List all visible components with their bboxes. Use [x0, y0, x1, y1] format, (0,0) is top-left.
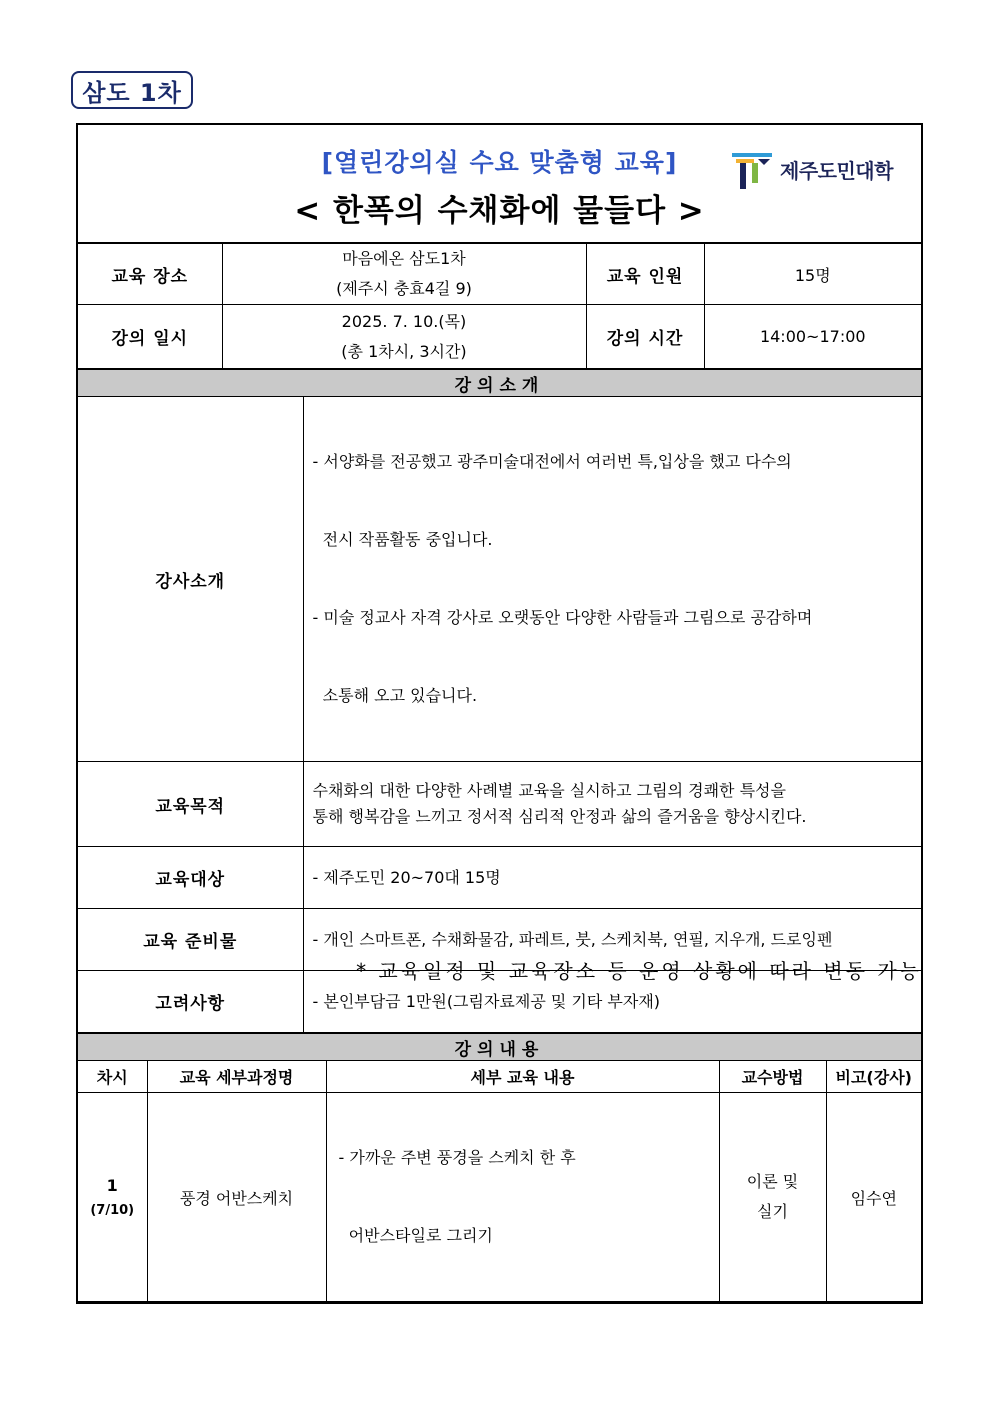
instructor-description — [303, 397, 921, 762]
target-value: - 제주도민 20~70대 15명 — [303, 847, 921, 909]
course-detail-line: - 가까운 주변 풍경을 스케치 한 후 — [338, 1148, 576, 1167]
consider-value: - 본인부담금 1만원(그림자료제공 및 기타 부자재) — [303, 971, 921, 1033]
instructor-name: 임수연 — [826, 1093, 921, 1302]
instructor-line: - 서양화를 전공했고 광주미술대전에서 여러번 특,입상을 했고 다수의 — [312, 452, 792, 471]
column-header: 교수방법 — [719, 1061, 826, 1093]
purpose-line: 수채화의 대한 다양한 사례별 교육을 실시하고 그림의 경쾌한 특성을 — [312, 781, 786, 800]
table-row — [78, 1093, 921, 1302]
purpose-description — [303, 762, 921, 847]
column-header: 교육 세부과정명 — [147, 1061, 326, 1093]
instructor-line: - 미술 정교사 자격 강사로 오랫동안 다양한 사람들과 그림으로 공감하며 — [312, 608, 813, 627]
course-detail-line: 어반스타일로 그리기 — [338, 1226, 493, 1245]
info-table — [78, 244, 921, 369]
footnote: * 교육일정 및 교육장소 등 운영 상황에 따라 변동 가능 — [356, 959, 922, 983]
purpose-label: 교육목적 — [78, 762, 303, 847]
instructor-line: 소통해 오고 있습니다. — [312, 686, 478, 705]
teaching-method — [719, 1093, 826, 1302]
date-value — [222, 305, 586, 369]
column-header: 비고(강사) — [826, 1061, 921, 1093]
column-header: 차시 — [78, 1061, 147, 1093]
place-value — [222, 244, 586, 305]
supplies-label: 교육 준비물 — [78, 909, 303, 971]
session-date: (7/10) — [90, 1203, 135, 1218]
date-line1: 2025. 7. 10.(목) — [341, 311, 467, 331]
logo-text: 제주도민대학 — [780, 158, 893, 183]
content-section-title: 강의내용 — [78, 1034, 921, 1061]
purpose-line: 통해 행복감을 느끼고 정서적 심리적 안정과 삶의 즐거움을 향상시킨다. — [312, 807, 807, 826]
time-value: 14:00~17:00 — [704, 305, 921, 369]
place-line1: 마음에온 삼도1차 — [342, 249, 466, 268]
date-line2: (총 1차시, 3시간) — [341, 341, 467, 361]
course-name: 풍경 어반스케치 — [147, 1093, 326, 1302]
session-number — [78, 1093, 147, 1302]
method-line: 실기 — [757, 1202, 788, 1221]
document-header — [78, 125, 921, 244]
supplies-value: - 개인 스마트폰, 수채화물감, 파레트, 붓, 스케치북, 연필, 지우개, 드로잉펜 — [303, 909, 921, 971]
people-label: 교육 인원 — [586, 244, 704, 305]
consider-label: 고려사항 — [78, 971, 303, 1033]
intro-section-title: 강의소개 — [78, 370, 921, 397]
course-document — [76, 123, 923, 1304]
time-label: 강의 시간 — [586, 305, 704, 369]
date-label: 강의 일시 — [78, 305, 222, 369]
session-badge: 삼도 1차 — [71, 71, 193, 109]
intro-table — [78, 369, 921, 1033]
target-label: 교육대상 — [78, 847, 303, 909]
instructor-line: 전시 작품활동 중입니다. — [312, 530, 493, 549]
place-label: 교육 장소 — [78, 244, 222, 305]
course-detail — [326, 1093, 719, 1302]
method-line: 이론 및 — [746, 1172, 799, 1191]
session-seq: 1 — [106, 1176, 118, 1195]
jeju-college-logo-icon — [730, 147, 774, 191]
instructor-label: 강사소개 — [78, 397, 303, 762]
document-subtitle: [열린강의실 수요 맞춤형 교육] — [321, 148, 678, 177]
document-title: < 한폭의 수채화에 물들다 > — [294, 193, 705, 229]
people-value: 15명 — [704, 244, 921, 305]
jeju-college-logo — [730, 147, 893, 191]
content-table — [78, 1033, 921, 1302]
place-line2: (제주시 충효4길 9) — [336, 279, 472, 298]
column-header: 세부 교육 내용 — [326, 1061, 719, 1093]
